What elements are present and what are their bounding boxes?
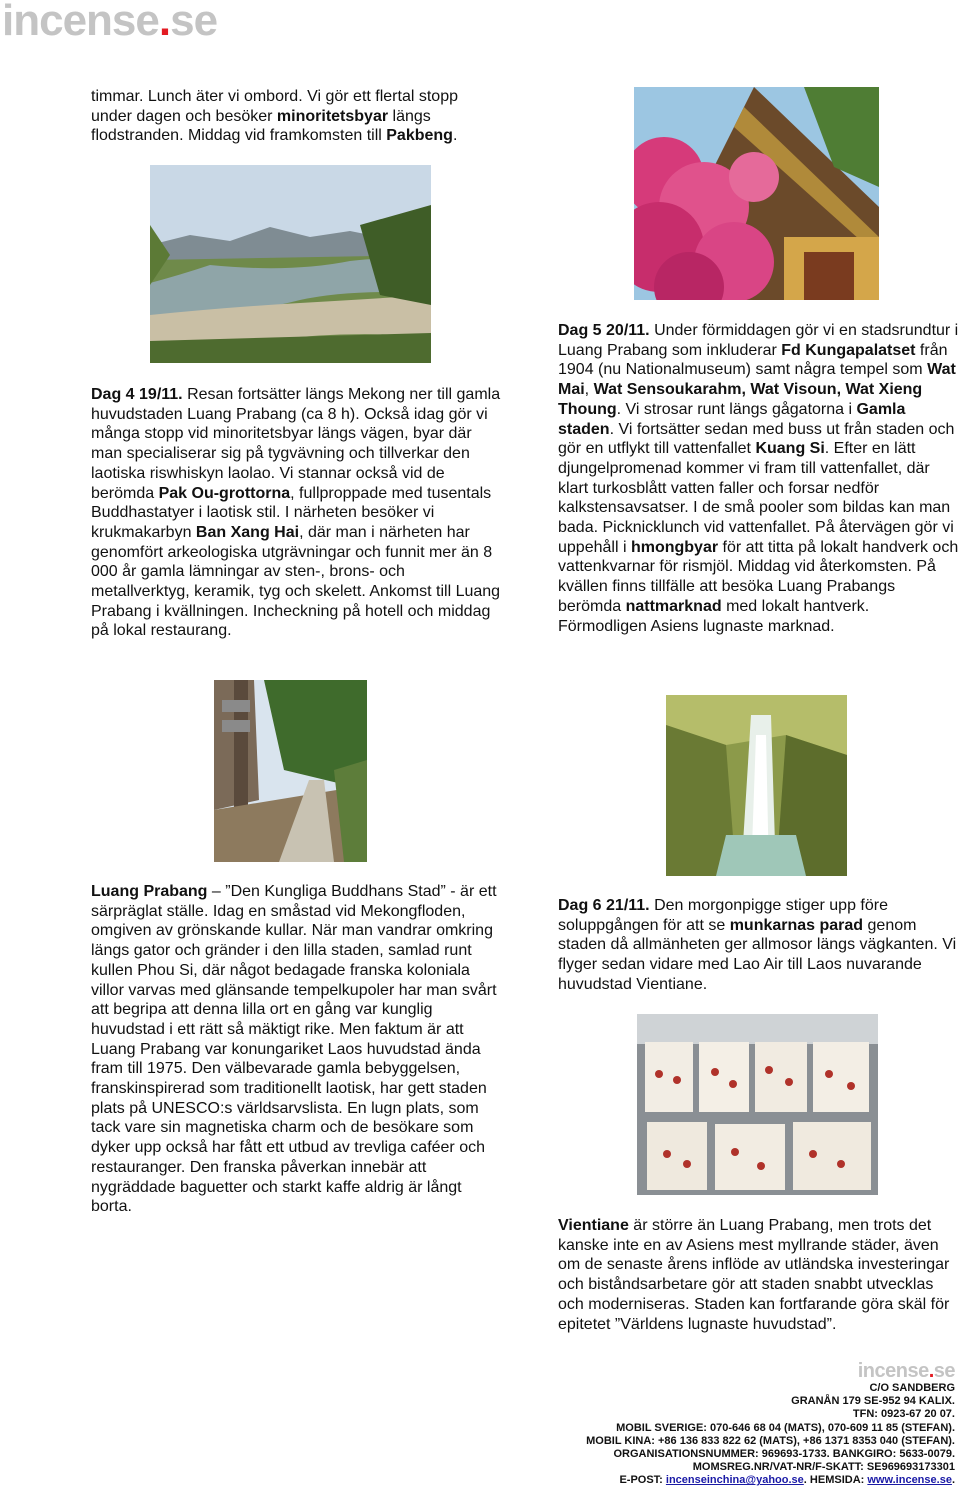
logo-text: incense bbox=[2, 0, 159, 45]
footer-line: TFN: 0923-67 20 07. bbox=[852, 1408, 955, 1421]
footer-line: MOMSREG.NR/VAT-NR/F-SKATT: SE969693173301 bbox=[692, 1461, 955, 1474]
logo-dot: . bbox=[158, 0, 171, 45]
luang-prabang-paragraph: Luang Prabang – ”Den Kungliga Buddhans Stad” - är ett särpräglat ställe. Idag en småstad vid Mekongfloden, omgiven av grönskande kullar. När man vandrar omkring längs gator och gränder i den lilla staden, samlad runt kullen Phou Si, där något bedagade franska koloniala villor varvas med glänsande tempelkupoler har man svårt att begripa att denna lilla ort en gång var kunglig huvudstad i ett rätt så mäktigt rike. Men faktum är att Luang Prabang var konungariket Laos huvudstad ända fram till 1975. Den välbevarade gamla bebyggelsen, franskinspirerad som traditionellt laotisk, har gett staden plats på UNESCO:s världsarvslista. En lugn plats, som tack vare sin magnetiska charm och de besökare som dyker upp också har fått ett utbud av trevliga caféer och restauranger. Den franska påverkan innebär att nygräddade baguetter och starkt kaffe aldrig är långt borta. bbox=[91, 883, 497, 1216]
footer-logo: incense.se bbox=[857, 1360, 955, 1382]
email-link[interactable]: incenseinchina@yahoo.se bbox=[665, 1474, 804, 1487]
day4-paragraph: Dag 4 19/11. Resan fortsätter längs Mekong ner till gamla huvudstaden Luang Prabang (ca 8 h). Också idag gör vi många stopp vid minoritetsbyar längs vägen, byar där man specialiserar sig på tygvävning och tillverkar den laotiska riswhiskyn laolao. Vi stannar också vid de berömda Pak Ou-grottorna, fullproppade med tusentals Buddhastatyer i laotisk stil. I närheten besöker vi krukmakarbyn Ban Xang Hai, där man i närheten har genomfört arkeologiska utgrävningar och funnit mer än 8 000 år gamla lämningar av sten-, brons- och metallverktyg, keramik, tyg och skelett. Ankomst till Luang Prabang i kvällningen. Incheckning på hotell och middag på lokal restaurang. bbox=[91, 386, 501, 640]
footer-line: ORGANISATIONSNUMMER: 969693-1733. BANKGIRO: 5633-0079. bbox=[613, 1448, 955, 1461]
footer-line: MOBIL SVERIGE: 070-646 68 04 (MATS), 070-609 11 85 (STEFAN). bbox=[616, 1421, 955, 1434]
logo-tld: se bbox=[170, 0, 218, 45]
river-photo bbox=[150, 165, 431, 363]
footer-line: MOBIL KINA: +86 136 833 822 62 (MATS), +86 1371 8353 040 (STEFAN). bbox=[586, 1434, 955, 1447]
paintings-photo bbox=[637, 1014, 878, 1195]
temple-photo bbox=[634, 87, 879, 300]
waterfall-photo bbox=[666, 695, 847, 876]
footer-line: C/O SANDBERG bbox=[869, 1382, 955, 1394]
day6-paragraph: Dag 6 21/11. Den morgonpigge stiger upp före soluppgången för att se munkarnas parad genom staden då allmänheten ger allmosor längs vägkanten. Vi flyger sedan vidare med Lao Air till Laos nuvarande huvudstad Vientiane. bbox=[558, 897, 957, 993]
website-link[interactable]: www.incense.se bbox=[867, 1474, 952, 1487]
contact-footer bbox=[586, 1360, 955, 1488]
vientiane-paragraph: Vientiane är större än Luang Prabang, men trots det kanske inte en av Asiens mest myllrande städer, även om de senaste årens inflöde av utländska investeringar och biståndsarbetare gör att staden snabbt utvecklas och moderniseras. Staden kan fortfarande göra skäl för epitetet ”Världens lugnaste huvudstad”. bbox=[558, 1217, 950, 1333]
village-path-photo bbox=[214, 680, 367, 862]
intro-paragraph: timmar. Lunch äter vi ombord. Vi gör ett flertal stopp under dagen och besöker minoritetsbyar längs flodstranden. Middag vid framkomsten till Pakbeng. bbox=[91, 88, 458, 145]
incense-logo bbox=[2, 0, 217, 46]
footer-contact-line: E-POST: incenseinchina@yahoo.se. HEMSIDA: www.incense.se. bbox=[619, 1474, 955, 1487]
footer-line: GRANÅN 179 SE-952 94 KALIX. bbox=[791, 1395, 955, 1408]
day5-paragraph: Dag 5 20/11. Under förmiddagen gör vi en stadsrundtur i Luang Prabang som inkluderar Fd Kungapalatset från 1904 (nu Nationalmuseum) samt några tempel som Wat Mai, Wat Sensoukarahm, Wat Visoun, Wat Xieng Thoung. Vi strosar runt längs gågatorna i Gamla staden. Vi fortsätter sedan med buss ut från staden och gör en utflykt till vattenfallet Kuang Si. Efter en lätt djungelpromenad kommer vi fram till vattenfallet, där klart turkosblått vatten faller och forsar nedför kalkstensavsatser. I de små pooler som bildas kan man bada. Picknicklunch vid vattenfallet. På återvägen gör vi uppehåll i hmongbyar för att titta på lokalt handverk och vattenkvarnar för rismjöl. Middag vid återkomsten. På kvällen finns tillfälle att besöka Luang Prabangs berömda nattmarknad med lokalt hantverk. Förmodligen Asiens lugnaste marknad. bbox=[558, 322, 959, 635]
